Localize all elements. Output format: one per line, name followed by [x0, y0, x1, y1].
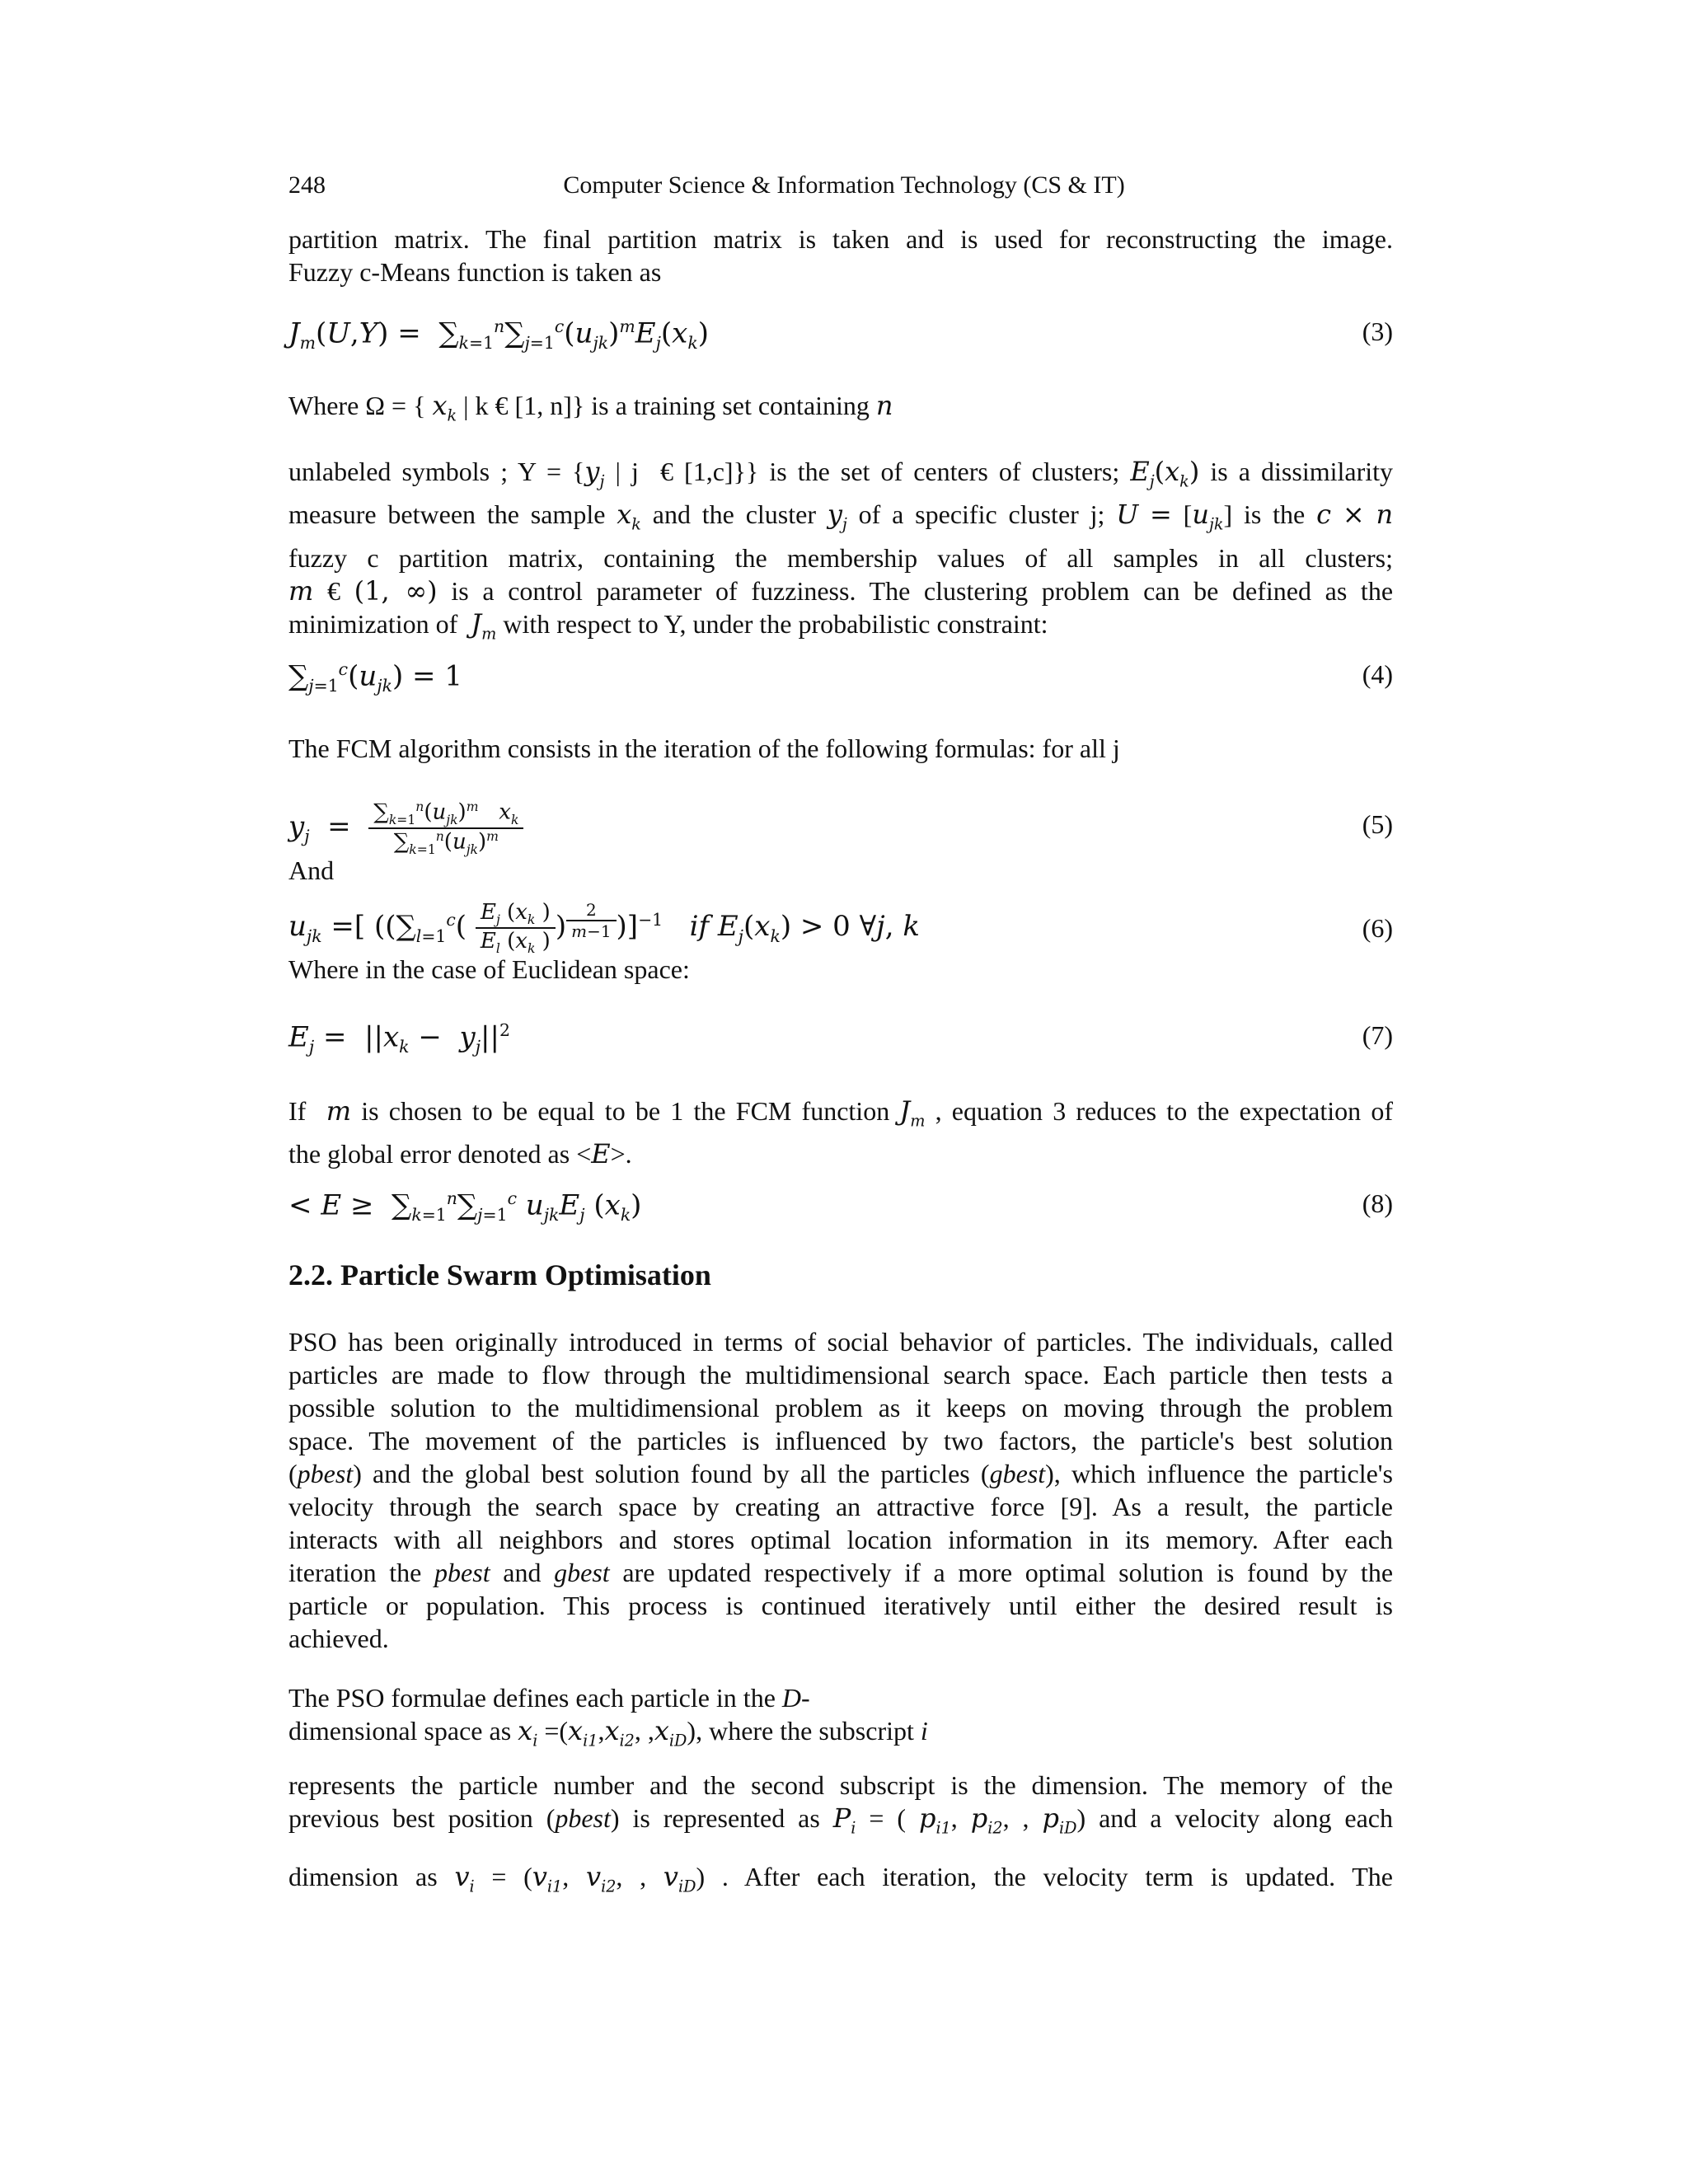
text-line: particles are made to flow through the multidimensional search space. Each particle then tests a: [288, 1360, 1393, 1390]
paragraph-pso: [288, 1325, 1393, 1655]
equation-number: (7): [1362, 1020, 1393, 1050]
paragraph-expectation: [288, 1094, 1393, 1170]
paragraph-where: [288, 389, 1393, 432]
equation-body: $y_j$ = $\frac{\sum_{k=1}^n(u_{jk})^m x_k}{\sum_{k=1}^n(u_{jk})^m}$: [288, 799, 523, 857]
equation-number: (3): [1362, 316, 1393, 346]
text-line: the global error denoted as <E>.: [288, 1138, 632, 1170]
equation-number: (8): [1362, 1188, 1393, 1218]
section-heading: 2.2. Particle Swarm Optimisation: [288, 1258, 711, 1291]
equation-body: < $E \ge \sum_{k=1}^n\sum_{j=1}^c$ $u_{jk}E_j$ $(x_k)$: [288, 1188, 642, 1226]
text-line: represents the particle number and the second subscript is the dimension. The memory of the: [288, 1770, 1393, 1801]
paragraph-fcm-iteration: [288, 732, 1393, 765]
text-line: The PSO formulae defines each particle in the D-: [288, 1683, 810, 1713]
text-line: fuzzy c partition matrix, containing the membership values of all samples in all clusters;: [288, 542, 1393, 573]
fraction: $\frac{E_j (x_k )}{E_l (x_k )}$: [476, 900, 556, 956]
text-line: particle or population. This process is continued iteratively until either the desired result is: [288, 1591, 1393, 1620]
text-line: achieved.: [288, 1624, 389, 1653]
text-line: space. The movement of the particles is influenced by two factors, the particle's best solution: [288, 1426, 1393, 1455]
text-line: dimension as $v_i = (v_{i1}$, $v_{i2}$, , $v_{iD}$) . After each iteration, the velocity term is updated. The: [288, 1860, 1394, 1896]
text-line: The FCM algorithm consists in the iteration of the following formulas: for all j: [288, 733, 1120, 763]
text-line: partition matrix. The final partition matrix is taken and is used for reconstructing the image.: [288, 224, 1393, 254]
text-line: If m is chosen to be equal to be 1 the FCM function $J_m$ , equation 3 reduces to the expectation of: [288, 1095, 1394, 1131]
journal-title: Computer Science & Information Technology (CS & IT): [563, 171, 1125, 199]
paragraph-definitions: [288, 455, 1393, 650]
text-line: possible solution to the multidimensional problem as it keeps on moving through the problem: [288, 1393, 1393, 1422]
equation-number: (6): [1362, 913, 1393, 943]
equation-5: [288, 793, 1393, 859]
text-line: unlabeled symbols ; $Y = \{y_j$ | j € [1,c]}} is the set of centers of clusters; $E_j(x_k)$ is a dissimilarity: [288, 456, 1394, 491]
text-line: (pbest) and the global best solution found by all the particles (gbest), which influence the particle's: [288, 1459, 1394, 1488]
text-line: dimensional space as $x_i =(x_{i1},x_{i2}$, $,x_{iD}$), where the subscript i: [288, 1715, 928, 1750]
text-line: iteration the pbest and gbest are updated respectively if a more optimal solution is found by the: [288, 1558, 1394, 1587]
text-line: Fuzzy c-Means function is taken as: [288, 257, 662, 287]
and-line: [288, 854, 1393, 887]
paragraph-euclidean: [288, 953, 1393, 986]
text-line: m € (1, ∞) is a control parameter of fuzziness. The clustering problem can be defined as the: [288, 574, 1394, 607]
equation-8: [288, 1188, 1393, 1238]
text-line: Where Ω = { $x_k$ | k € [1, n]} is a training set containing n: [288, 390, 893, 425]
equation-number: (5): [1362, 809, 1393, 839]
equation-number: (4): [1362, 659, 1393, 689]
equation-body: $E_j = ||x_k - y_j||^2$: [288, 1020, 510, 1057]
text-line: velocity through the search space by creating an attractive force [9]. As a result, the particle: [288, 1492, 1393, 1521]
equation-3: [288, 316, 1393, 366]
text-line: previous best position (pbest) is represented as $P_i$ = ( $p_{i1}$, $p_{i2}$, , $p_{iD}$) and a velocity along each: [288, 1802, 1393, 1838]
equation-6: [288, 893, 1393, 961]
paragraph-intro: [288, 223, 1393, 288]
text-line: And: [288, 855, 335, 885]
equation-7: [288, 1020, 1393, 1070]
equation-4: [288, 659, 1393, 709]
text-line: minimization of $J_m$ with respect to Y, under the probabilistic constraint:: [288, 607, 1048, 644]
equation-body: $J_m(U,Y) = \sum_{k=1}^n\sum_{j=1}^c(u_{jk})^mE_j(x_k)$: [288, 316, 709, 354]
text-line: interacts with all neighbors and stores optimal location information in its memory. After each: [288, 1525, 1393, 1554]
text-line: PSO has been originally introduced in terms of social behavior of particles. The individuals, called: [288, 1327, 1393, 1357]
text-line: Where in the case of Euclidean space:: [288, 954, 690, 984]
equation-body: $\sum_{j=1}^c(u_{jk}) = 1$: [288, 659, 462, 696]
text-line: measure between the sample $x_k$ and the cluster $y_j$ of a specific cluster j; $U = [u_{jk}]$ is the c × n: [288, 499, 1394, 534]
equation-body: $u_{jk}$ =[ (($\sum_{l=1}^c$( $\frac{E_j (x_k )}{E_l (x_k )}$ ) $^{\frac{2}{m-1}}$ )]$^{-1}$ if $E_j(x_k) > 0$ ∀j, k: [288, 900, 920, 957]
paragraph-pso-formulae: [288, 1681, 1393, 1903]
page-number: 248: [288, 171, 326, 199]
fraction: $\frac{\sum_{k=1}^n(u_{jk})^m x_k}{\sum_{k=1}^n(u_{jk})^m}$: [368, 799, 523, 857]
